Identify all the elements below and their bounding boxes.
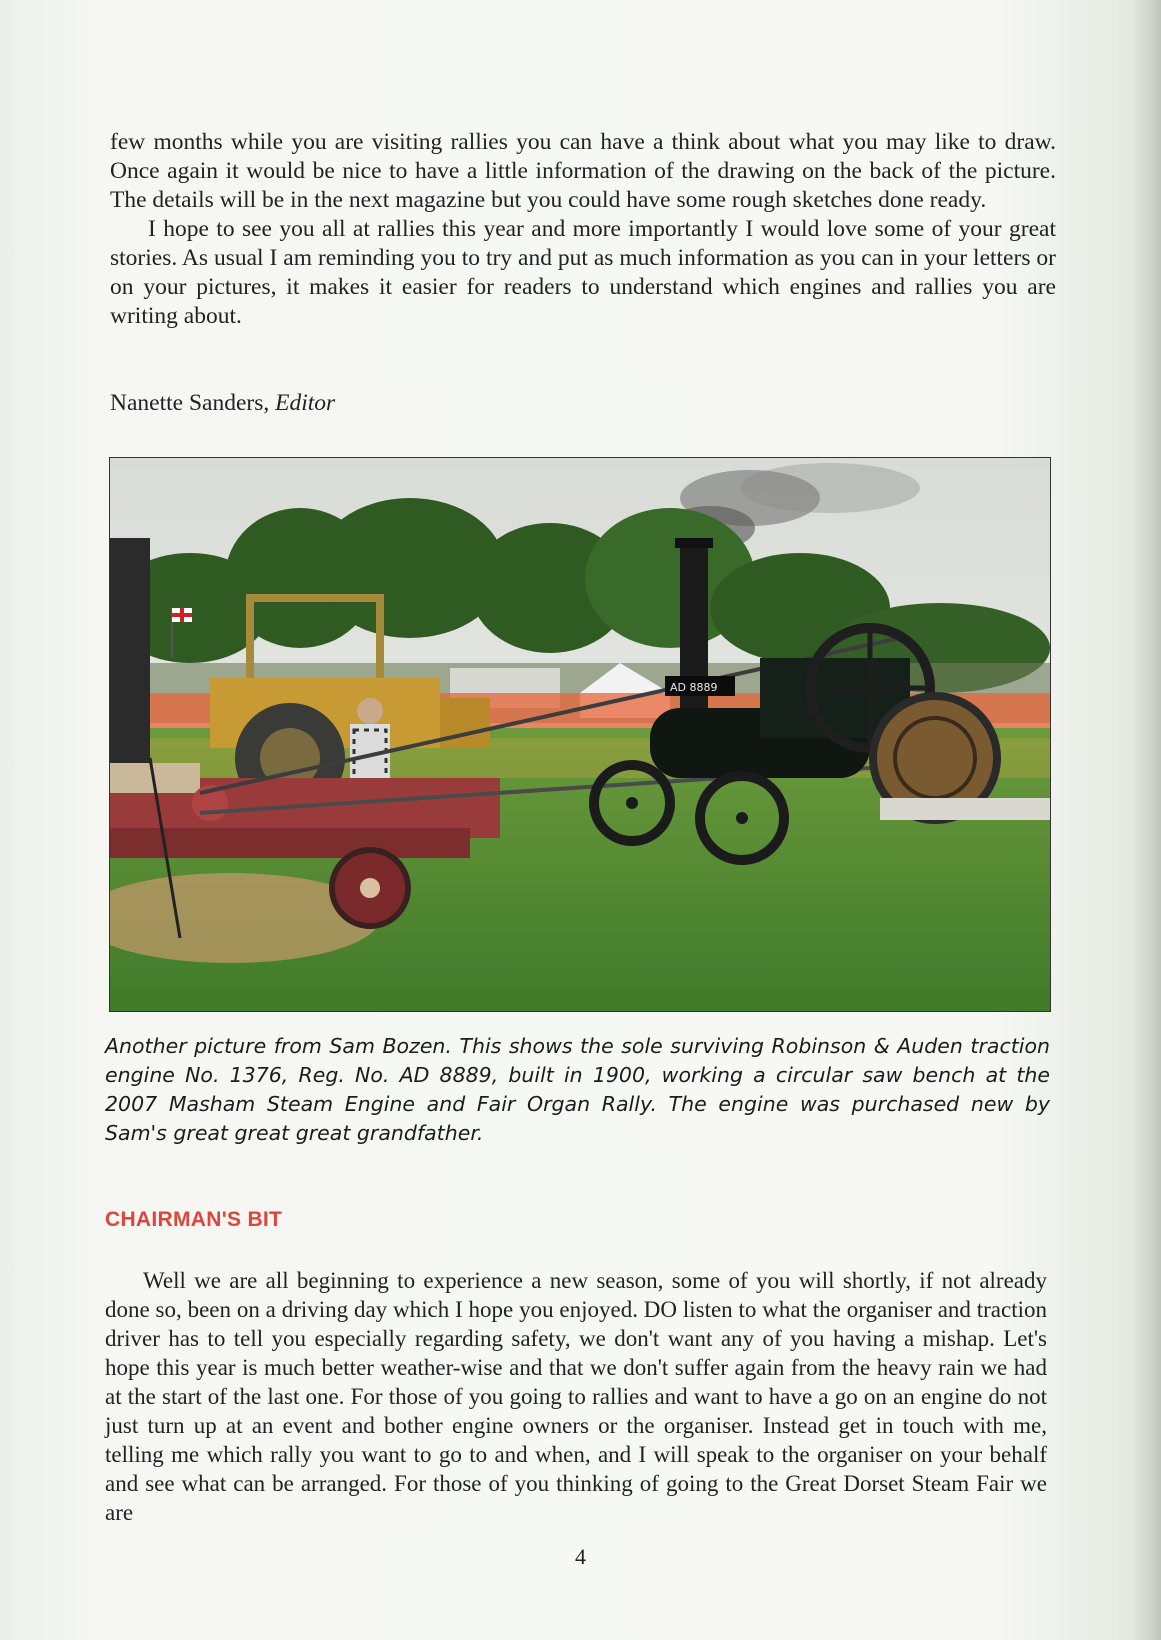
editor-name: Nanette Sanders, [110, 390, 270, 416]
chairman-text [105, 1266, 1047, 1527]
page-fold-shadow [1131, 0, 1161, 1640]
section-heading: CHAIRMAN'S BIT [105, 1208, 283, 1231]
traction-engine-photo [109, 457, 1051, 1012]
photo-caption: Another picture from Sam Bozen. This shows the sole surviving Robinson & Auden traction engine No. 1376, Reg. No. AD 8889, built in 1900, working a circular saw bench at the 2007 Masham Steam Engine and Fair Organ Rally. The engine was purchased new by Sam's great great great grandfather. [105, 1034, 1050, 1145]
photo-illustration [110, 458, 1051, 1012]
intro-paragraph-2: I hope to see you all at rallies this year and more importantly I would love some of your great stories. As usual I am reminding you to try and put as much information as you can in your letters or on your pictures, it makes it easier for readers to understand which engines and rallies you are writing about. [110, 216, 1056, 329]
page-number: 4 [575, 1544, 586, 1569]
editor-signoff [110, 390, 335, 417]
chairman-paragraph: Well we are all beginning to experience a new season, some of you will shortly, if not already done so, been on a driving day which I hope you enjoyed. DO listen to what the organiser and traction driver has to tell you especially regarding safety, we don't want any of you having a mishap. Let's hope this year is much better weather-wise and that we don't suffer again from the heavy rain we had at the start of the last one. For those of you going to rallies and want to have a go on an engine do not just turn up at an event and bother engine owners or the organiser. Instead get in touch with me, telling me which rally you want to go to and when, and I will speak to the organiser on your behalf and see what can be arranged. For those of you thinking of going to the Great Dorset Steam Fair we are [105, 1268, 1047, 1525]
editor-role: Editor [275, 390, 336, 416]
trailer-platform [880, 798, 1051, 820]
intro-paragraph-1: few months while you are visiting rallies you can have a think about what you may like to draw. Once again it would be nice to have a little information of the drawing on the back of the picture. The details will be in the next magazine but you could have some rough sketches done ready. [110, 129, 1056, 213]
intro-text [110, 128, 1056, 331]
engine-plate: AD 8889 [670, 681, 718, 694]
